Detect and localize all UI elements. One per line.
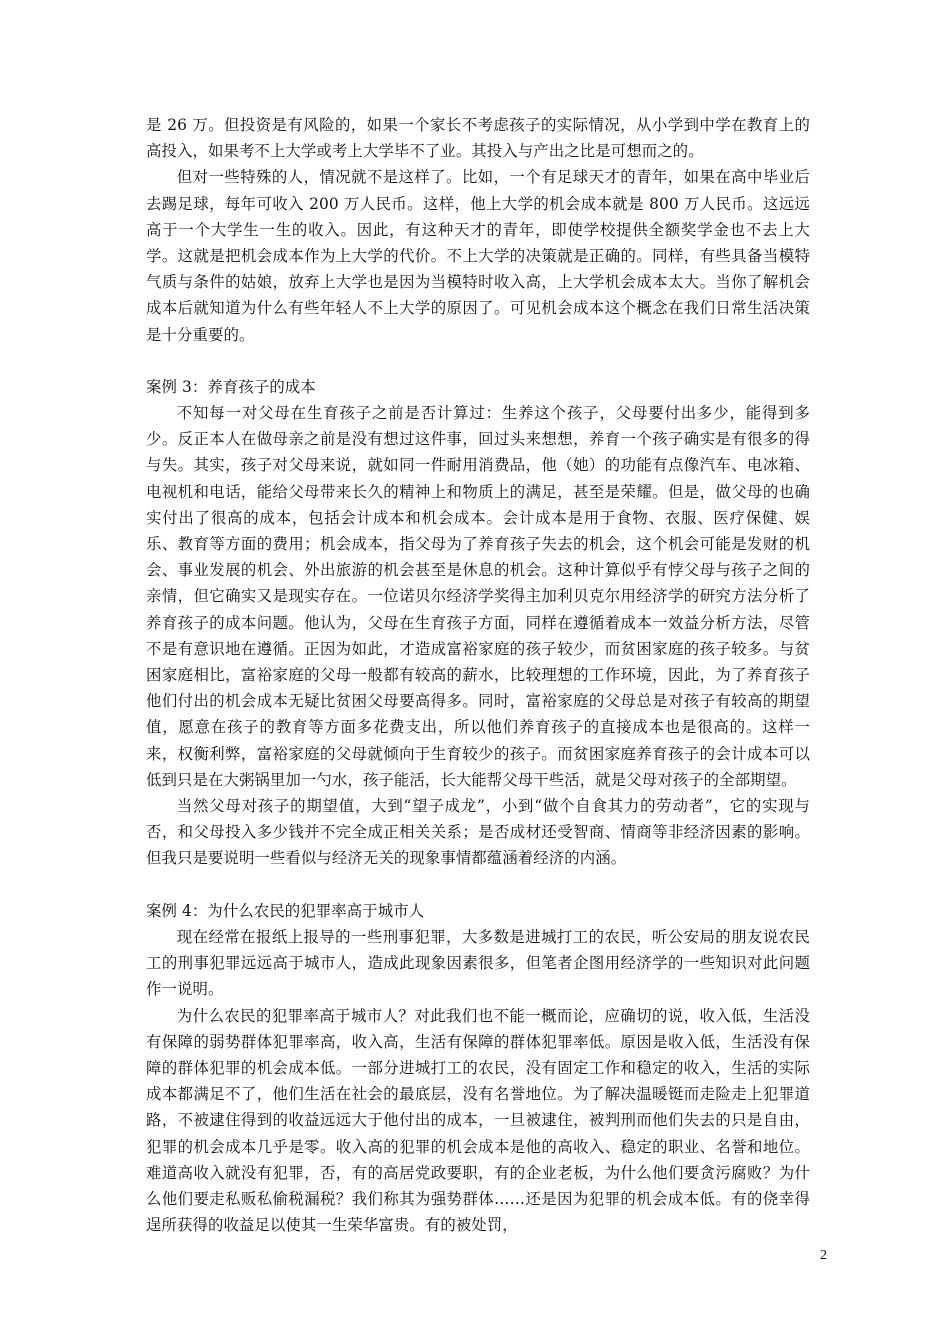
intro-section: [146, 112, 810, 348]
case-4-section: [146, 898, 810, 1239]
paragraph: 是 26 万。但投资是有风险的，如果一个家长不考虑孩子的实际情况，从小学到中学在教育上的高投入，如果考不上大学或考上大学毕不了业。其投入与产出之比是可想而之的。: [146, 116, 810, 161]
document-page: [146, 112, 810, 1238]
paragraph: 不知每一对父母在生育孩子之前是否计算过：生养这个孩子，父母要付出多少，能得到多少。反正本人在做母亲之前是没有想过这件事，回过头来想想，养育一个孩子确实是有很多的得与失。其实，孩子对父母来说，就如同一件耐用消费品，他（她）的功能有点像汽车、电冰箱、电视机和电话，能给父母带来长久的精神上和物质上的满足，甚至是荣耀。但是，做父母的也确实付出了很高的成本，包括会计成本和机会成本。会计成本是用于食物、衣服、医疗保健、娱乐、教育等方面的费用；机会成本，指父母为了养育孩子失去的机会，这个机会可能是发财的机会、事业发展的机会、外出旅游的机会甚至是休息的机会。这种计算似乎有悖父母与孩子之间的亲情，但它确实又是现实存在。一位诺贝尔经济学奖得主加利贝克尔用经济学的研究方法分析了养育孩子的成本问题。他认为，父母在生育孩子方面，同样在遵循着成本一效益分析方法，尽管不是有意识地在遵循。正因为如此，才造成富裕家庭的孩子较少，而贫困家庭的孩子较多。与贫困家庭相比，富裕家庭的父母一般都有较高的薪水，比较理想的工作环境，因此，为了养育孩子他们付出的机会成本无疑比贫困父母要高得多。同时，富裕家庭的父母总是对孩子有较高的期望值，愿意在孩子的教育等方面多花费支出，所以他们养育孩子的直接成本也是很高的。这样一来，权衡利弊，富裕家庭的父母就倾向于生育较少的孩子。而贫困家庭养育孩子的会计成本可以低到只是在大粥锅里加一勺水，孩子能活，长大能帮父母干些活，就是父母对孩子的全部期望。: [146, 404, 810, 789]
case-3-section: [146, 374, 810, 872]
paragraph: 当然父母对孩子的期望值，大到“望子成龙”，小到“做个自食其力的劳动者”，它的实现与否，和父母投入多少钱并不完全成正相关关系；是否成材还受智商、情商等非经济因素的影响。但我只是要说明一些看似与经济无关的现象事情都蕴涵着经济的内涵。: [146, 797, 810, 868]
page-number: 2: [820, 1248, 827, 1263]
paragraph: 为什么农民的犯罪率高于城市人？对此我们也不能一概而论，应确切的说，收入低，生活没有保障的弱势群体犯罪率高，收入高，生活有保障的群体犯罪率低。原因是收入低，生活没有保障的群体犯罪的机会成本低。一部分进城打工的农民，没有固定工作和稳定的收入，生活的实际成本都满足不了，他们生活在社会的最底层，没有名誉地位。为了解决温暖铤而走险走上犯罪道路，不被逮住得到的收益远远大于他付出的成本，一旦被逮住，被判刑而他们失去的只是自由，犯罪的机会成本几乎是零。收入高的犯罪的机会成本是他的高收入、稳定的职业、名誉和地位。难道高收入就没有犯罪，否，有的高居党政要职，有的企业老板，为什么他们要贪污腐败？为什么他们要走私贩私偷税漏税？我们称其为强势群体……还是因为犯罪的机会成本低。有的侥幸得逞所获得的收益足以使其一生荣华富贵。有的被处罚，: [146, 1006, 810, 1235]
section-heading: 案例 4：为什么农民的犯罪率高于城市人: [146, 901, 425, 920]
section-heading: 案例 3：养育孩子的成本: [146, 377, 316, 396]
paragraph: 现在经常在报纸上报导的一些刑事犯罪，大多数是进城打工的农民，听公安局的朋友说农民工的刑事犯罪远远高于城市人，造成此现象因素很多，但笔者企图用经济学的一些知识对此问题作一说明。: [146, 927, 810, 999]
paragraph: 但对一些特殊的人，情况就不是这样了。比如，一个有足球天才的青年，如果在高中毕业后去踢足球，每年可收入 200 万人民币。这样，他上大学的机会成本就是 800 万人民币。这远远高于一个大学生一生的收入。因此，有这种天才的青年，即使学校提供全额奖学金也不去上大学。这就是把机会成本作为上大学的代价。不上大学的决策就是正确的。同样，有些具备当模特气质与条件的姑娘，放弃上大学也是因为当模特时收入高，上大学机会成本太大。当你了解机会成本后就知道为什么有些年轻人不上大学的原因了。可见机会成本这个概念在我们日常生活决策是十分重要的。: [146, 168, 810, 344]
